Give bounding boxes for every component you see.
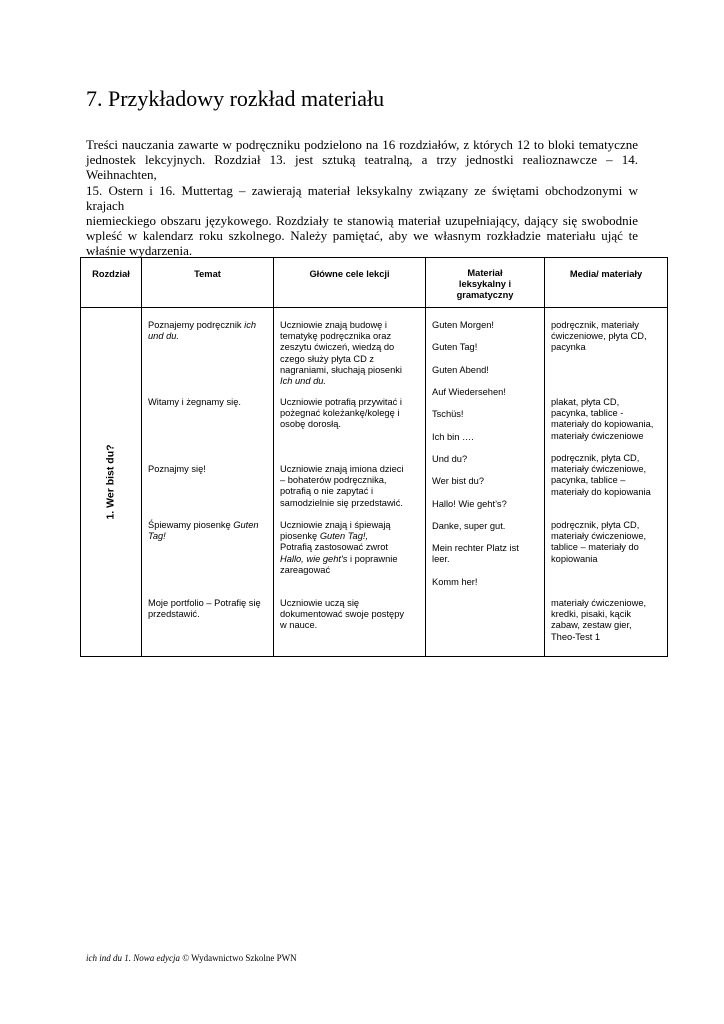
cele-line: osobę dorosłą. xyxy=(280,419,341,430)
temat-text: Poznajmy się! xyxy=(148,464,206,474)
vocab-item: Guten Morgen! xyxy=(432,320,495,330)
cele-italic: Ich und du. xyxy=(280,376,327,387)
vocab-item: Auf Wiedersehen! xyxy=(432,387,506,397)
header-material-line: leksykalny i xyxy=(458,279,512,290)
media-line: podręcznik, płyta CD, xyxy=(551,453,640,463)
vocab-item: Tschüs! xyxy=(432,409,464,419)
header-material-line: gramatyczny xyxy=(456,290,514,301)
cele-entry xyxy=(280,320,421,387)
temat-text: Poznajemy podręcznik xyxy=(148,320,245,330)
cele-line: Uczniowie znają budowę i xyxy=(280,320,387,330)
intro-line: właśnie wydarzenia. xyxy=(86,243,193,259)
header-temat: Temat xyxy=(142,258,274,308)
media-entry xyxy=(551,453,663,498)
footer-title: ich ind du 1. Nowa edycja xyxy=(86,953,180,963)
cele-italic: Hallo, wie geht's xyxy=(280,553,348,564)
temat-italic: ich xyxy=(244,320,257,330)
cele-line: pożegnać koleżankę/kolegę i xyxy=(280,408,400,419)
cele-line: potrafią o nie zapytać i xyxy=(280,486,374,497)
vocab-item: leer. xyxy=(432,554,450,564)
table-row xyxy=(81,308,668,657)
cele-entry xyxy=(280,397,421,431)
media-line: kopiowania xyxy=(551,553,598,564)
cele-cell xyxy=(274,308,426,657)
media-entry xyxy=(551,320,663,354)
cele-entry xyxy=(280,464,421,509)
header-material xyxy=(426,258,545,308)
page-footer xyxy=(86,953,297,964)
media-line: ćwiczeniowe, płyta CD, xyxy=(551,331,647,342)
lesson-plan-table xyxy=(80,257,668,657)
header-rozdzial: Rozdział xyxy=(81,258,142,308)
cele-line: Uczniowie znają i śpiewają xyxy=(280,520,391,530)
header-material-line: Materiał xyxy=(467,268,503,278)
vocab-item: Hallo! Wie geht’s? xyxy=(432,499,507,509)
temat-text: Śpiewamy piosenkę xyxy=(148,520,234,530)
intro-line: jednostek lekcyjnych. Rozdział 13. jest sztuką teatralną, a trzy jednostki realioznawcze – 14. Weihnachten, xyxy=(86,152,638,183)
intro-line: Treści nauczania zawarte w podręczniku podzielono na 16 rozdziałów, z których 12 to bloki tematyczne xyxy=(86,137,638,152)
temat-entry xyxy=(148,464,269,475)
section-heading: 7. Przykładowy rozkład materiału xyxy=(86,86,385,111)
vocab-item: Danke, super gut. xyxy=(432,521,506,531)
vocab-item: Komm her! xyxy=(432,577,478,587)
media-line: Theo-Test 1 xyxy=(551,631,601,642)
intro-paragraph xyxy=(86,137,638,259)
temat-text: przedstawić. xyxy=(148,609,200,620)
temat-italic: Tag! xyxy=(148,531,166,542)
cele-line: Uczniowie uczą się xyxy=(280,598,360,608)
cele-line: czego służy płyta CD z xyxy=(280,353,375,364)
chapter-label: 1. Wer bist du? xyxy=(104,444,117,520)
media-line: materiały do kopiowania, xyxy=(551,419,654,430)
media-entry xyxy=(551,520,663,565)
temat-italic: Guten xyxy=(233,520,259,530)
table-header-row xyxy=(81,258,668,308)
media-line: materiały do kopiowania xyxy=(551,486,651,497)
cele-line: nagraniami, słuchają piosenki xyxy=(280,364,402,375)
vocab-item: Ich bin …. xyxy=(432,432,474,442)
cele-line: zeszytu ćwiczeń, wiedzą do xyxy=(280,342,395,353)
media-line: materiały ćwiczeniowe xyxy=(551,430,644,441)
media-line: pacynka, tablice - xyxy=(551,408,624,419)
cele-line: tematykę podręcznika oraz xyxy=(280,331,392,342)
cele-line: w nauce. xyxy=(280,620,318,631)
media-line: tablice – materiały do xyxy=(551,542,639,553)
media-entry xyxy=(551,598,663,643)
vocab-item: Wer bist du? xyxy=(432,476,485,486)
material-cell xyxy=(426,308,545,657)
media-line: podręcznik, płyta CD, xyxy=(551,520,640,530)
cele-line: Potrafią zastosować zwrot xyxy=(280,542,388,553)
header-media: Media/ materiały xyxy=(545,258,668,308)
media-entry xyxy=(551,397,663,442)
temat-entry xyxy=(148,520,269,542)
temat-entry xyxy=(148,320,269,342)
chapter-cell xyxy=(81,308,142,657)
intro-line: 15. Ostern i 16. Muttertag – zawierają materiał leksykalny związany ze świętami obchodzonymi w krajach xyxy=(86,182,638,213)
media-line: materiały ćwiczeniowe, xyxy=(551,531,647,542)
temat-italic: und du. xyxy=(148,331,180,342)
vocab-item: Mein rechter Platz ist xyxy=(432,543,519,553)
footer-publisher: © Wydawnictwo Szkolne PWN xyxy=(180,953,297,963)
intro-line: wpleść w kalendarz roku szkolnego. Należy pamiętać, aby we własnym rozkładzie materiału ująć te xyxy=(86,228,638,244)
cele-italic: Guten Tag!, xyxy=(319,531,369,542)
media-line: materiały ćwiczeniowe, xyxy=(551,598,647,608)
vocab-item: Guten Tag! xyxy=(432,342,478,352)
media-line: zabaw, zestaw gier, xyxy=(551,620,632,631)
media-line: materiały ćwiczeniowe, xyxy=(551,464,647,475)
cele-line: piosenkę xyxy=(280,531,320,542)
temat-cell xyxy=(142,308,274,657)
cele-line: samodzielnie się przedstawić. xyxy=(280,497,403,508)
cele-entry xyxy=(280,520,421,576)
cele-line: – bohaterów podręcznika, xyxy=(280,475,387,486)
cele-line: dokumentować swoje postępy xyxy=(280,609,405,620)
cele-line: Uczniowie potrafią przywitać i xyxy=(280,397,402,407)
media-cell xyxy=(545,308,668,657)
temat-text: Moje portfolio – Potrafię się xyxy=(148,598,261,608)
temat-entry xyxy=(148,397,269,408)
cele-line: i poprawnie xyxy=(347,553,398,564)
intro-line: niemieckiego obszaru językowego. Rozdziały te stanowią materiał uzupełniający, dający się swobodnie xyxy=(86,213,638,229)
header-cele: Główne cele lekcji xyxy=(274,258,426,308)
temat-entry xyxy=(148,598,269,620)
media-line: pacynka, tablice – xyxy=(551,475,626,486)
media-line: kredki, pisaki, kącik xyxy=(551,609,632,620)
media-line: podręcznik, materiały xyxy=(551,320,639,330)
media-line: plakat, płyta CD, xyxy=(551,397,620,407)
media-line: pacynka xyxy=(551,342,586,353)
vocab-item: Und du? xyxy=(432,454,468,464)
cele-line: zareagować xyxy=(280,564,331,575)
cele-entry xyxy=(280,598,421,632)
cele-line: Uczniowie znają imiona dzieci xyxy=(280,464,404,474)
temat-text: Witamy i żegnamy się. xyxy=(148,397,241,407)
vocab-item: Guten Abend! xyxy=(432,365,489,375)
